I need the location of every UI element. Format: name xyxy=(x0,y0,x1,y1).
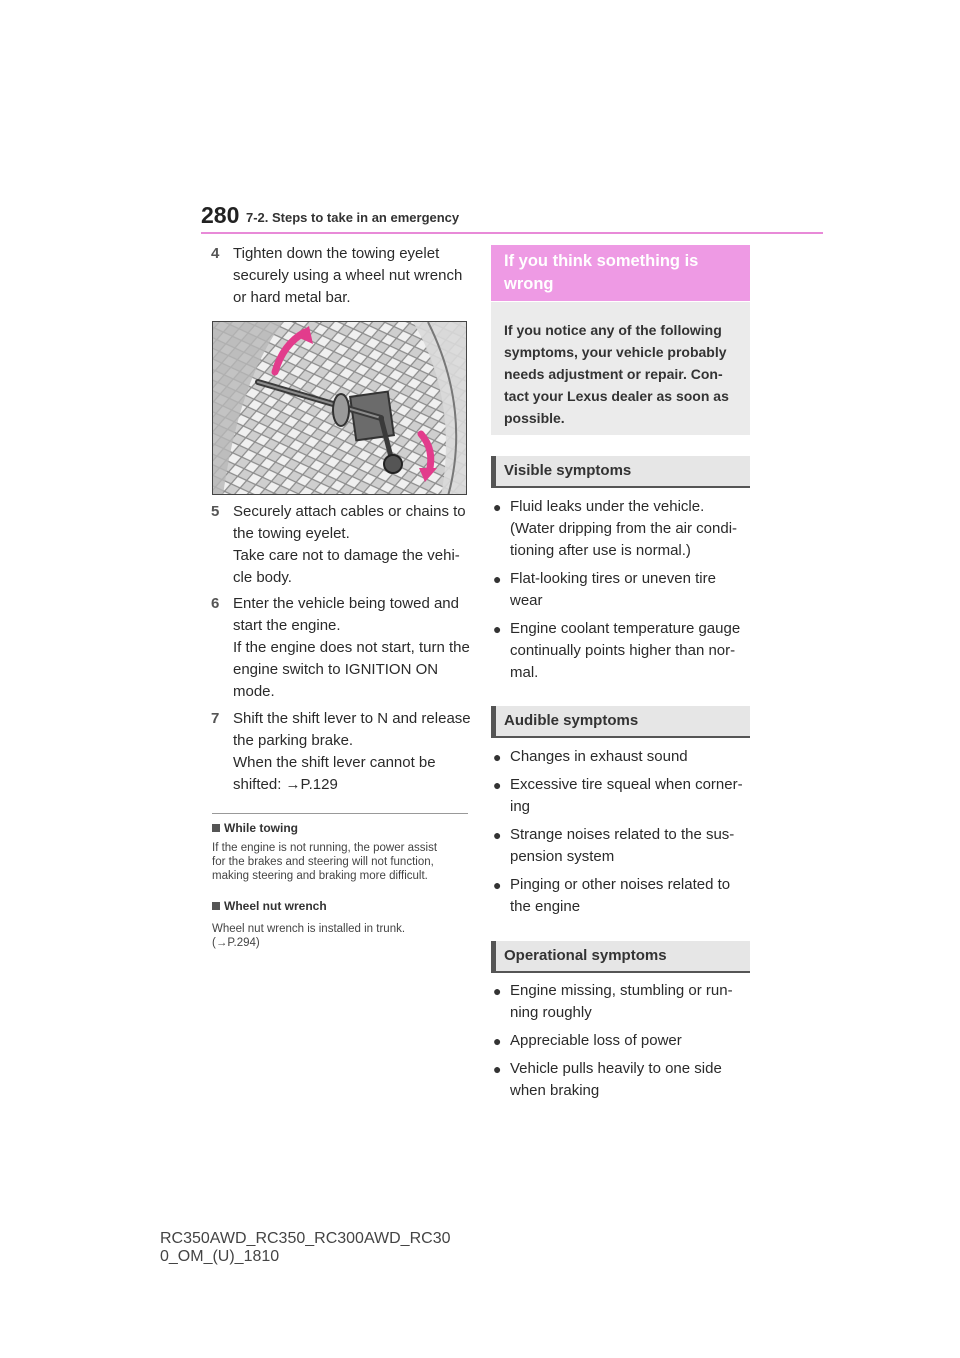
wrench-tightening-icon xyxy=(213,322,467,495)
note-body-wheel-nut-wrench: Wheel nut wrench is installed in trunk. (→P.294) xyxy=(212,922,470,950)
step-text-line: When the shift lever cannot be xyxy=(233,754,436,771)
page-number: 280 xyxy=(201,202,240,228)
step-5 xyxy=(211,501,473,589)
intro-line: tact your Lexus dealer as soon as xyxy=(504,388,729,404)
step-text-line: engine switch to IGNITION ON xyxy=(233,661,439,678)
step-text-line: securely using a wheel nut wrench xyxy=(233,267,463,284)
step-text-line: Enter the vehicle being towed and xyxy=(233,595,459,612)
bullet-icon: ● xyxy=(493,621,502,637)
list-item: ● Engine missing, stumbling or run- ning roughly xyxy=(493,982,733,1021)
bullet-icon: ● xyxy=(493,777,502,793)
step-text-line: Shift the shift lever to N and release xyxy=(233,710,471,727)
section-title: 7-2. Steps to take in an emergency xyxy=(246,210,460,225)
bullet-icon: ● xyxy=(493,571,502,587)
operational-symptoms-heading: Operational symptoms xyxy=(491,941,750,973)
step-text-line: mode. xyxy=(233,683,275,700)
list-item: ● Vehicle pulls heavily to one side when braking xyxy=(493,1060,722,1099)
step-text-line: Tighten down the towing eyelet xyxy=(233,245,440,262)
bullet-icon: ● xyxy=(493,749,502,765)
header-rule xyxy=(201,232,823,234)
bullet-icon: ● xyxy=(493,1033,502,1049)
list-item: ● Appreciable loss of power xyxy=(493,1030,751,1052)
step-text-line: Take care not to damage the vehi- xyxy=(233,547,460,564)
list-item: ● Strange noises related to the sus- pension system xyxy=(493,826,735,865)
step-text-line: the parking brake. xyxy=(233,732,354,749)
bullet-icon: ● xyxy=(493,983,502,999)
step-6 xyxy=(211,593,473,703)
step-number: 6 xyxy=(211,595,220,612)
step-text-line: If the engine does not start, turn the xyxy=(233,639,470,656)
page-reference-link[interactable]: shifted: →P.129 xyxy=(233,776,338,793)
square-bullet-icon xyxy=(212,824,220,832)
note-body-while-towing: If the engine is not running, the power assist for the brakes and steering will not function, making steering and braking more difficult. xyxy=(212,842,438,882)
list-item: ● Fluid leaks under the vehicle. (Water dripping from the air condi- tioning after use is normal.) xyxy=(493,498,738,559)
step-text-line: start the engine. xyxy=(233,617,341,634)
step-number: 7 xyxy=(211,710,220,727)
intro-box xyxy=(491,302,750,435)
step-text-line: Securely attach cables or chains to xyxy=(233,503,466,520)
topic-title-line: wrong xyxy=(504,275,554,293)
step-number: 4 xyxy=(211,245,220,262)
topic-title-line: If you think something is xyxy=(504,252,699,270)
step-text-line: the towing eyelet. xyxy=(233,525,350,542)
notes-divider xyxy=(212,813,468,814)
document-code-footer: RC350AWD_RC350_RC300AWD_RC30 0_OM_(U)_1810 xyxy=(160,1230,451,1265)
list-item: ● Excessive tire squeal when corner- ing xyxy=(493,776,743,815)
step-7 xyxy=(211,708,473,796)
towing-eyelet-illustration xyxy=(212,321,467,495)
list-item: ● Engine coolant temperature gauge continually points higher than nor- mal. xyxy=(493,620,741,681)
bullet-icon: ● xyxy=(493,499,502,515)
step-4 xyxy=(211,243,473,309)
list-item: ● Changes in exhaust sound xyxy=(493,746,751,768)
bullet-icon: ● xyxy=(493,827,502,843)
intro-line: possible. xyxy=(504,410,565,426)
step-number: 5 xyxy=(211,503,220,520)
bullet-icon: ● xyxy=(493,1061,502,1077)
note-heading-wheel-nut-wrench: Wheel nut wrench xyxy=(212,899,327,913)
bullet-icon: ● xyxy=(493,877,502,893)
intro-line: needs adjustment or repair. Con- xyxy=(504,366,723,382)
square-bullet-icon xyxy=(212,902,220,910)
intro-line: symptoms, your vehicle probably xyxy=(504,344,727,360)
visible-symptoms-heading: Visible symptoms xyxy=(491,456,750,488)
note-heading-while-towing: While towing xyxy=(212,821,298,835)
topic-title-box xyxy=(491,245,750,301)
intro-line: If you notice any of the following xyxy=(504,322,722,338)
audible-symptoms-heading: Audible symptoms xyxy=(491,706,750,738)
list-item: ● Pinging or other noises related to the engine xyxy=(493,876,731,915)
step-text-line: or hard metal bar. xyxy=(233,289,351,306)
page-reference-link[interactable]: (→P.294) xyxy=(212,937,260,949)
step-text-line: cle body. xyxy=(233,569,292,586)
list-item: ● Flat-looking tires or uneven tire wear xyxy=(493,570,716,609)
